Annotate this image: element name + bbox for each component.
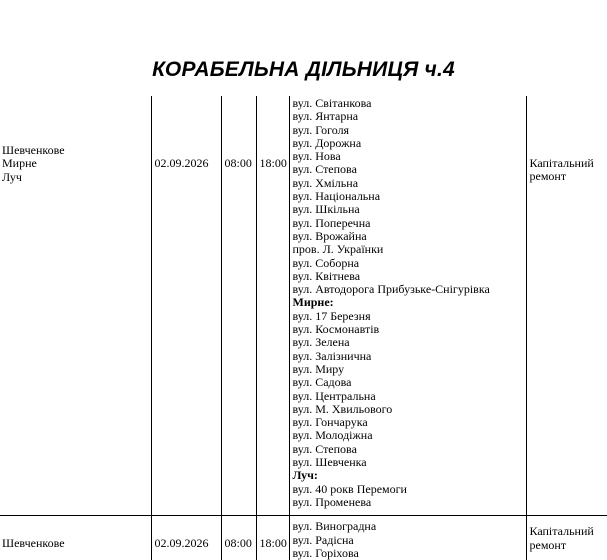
street-item: вул. Соборна — [292, 255, 360, 270]
works-cell — [526, 96, 607, 516]
settlements-cell — [0, 96, 151, 516]
date-cell: 02.09.2026 — [151, 96, 221, 516]
addresses-cell — [289, 96, 526, 516]
works-cell — [526, 516, 607, 560]
street-item: вул. Виноградна — [292, 519, 377, 534]
street-item: вул. Молодіжна — [292, 428, 373, 443]
street-item: вул. Садова — [292, 375, 352, 390]
time-from-cell: 08:00 — [221, 96, 256, 516]
settlement-name: Шевченкове — [2, 536, 65, 551]
settlement-name: Шевченкове — [2, 143, 65, 157]
settlement-name: Луч — [2, 169, 22, 184]
time-from-cell: 08:00 — [221, 516, 256, 560]
street-item: вул. Зелена — [292, 335, 350, 350]
street-item: вул. Променева — [292, 494, 372, 509]
street-item: вул. Світанкова — [292, 96, 372, 110]
addresses-cell — [289, 516, 526, 560]
date-cell: 02.09.2026 — [151, 516, 221, 560]
street-item: вул. Горіхова — [292, 545, 359, 560]
schedule-table — [0, 96, 607, 560]
street-item: вул. Дорожна — [292, 135, 362, 150]
page-title: КОРАБЕЛЬНА ДІЛЬНИЦЯ ч.4 — [152, 58, 455, 81]
street-item: вул. Гоголя — [292, 122, 350, 137]
street-item: вул. Центральна — [292, 388, 376, 403]
street-item: вул. 40 рокв Перемоги — [292, 481, 407, 496]
street-item: вул. М. Хвильового — [292, 401, 393, 416]
street-item: вул. 17 Березня — [292, 308, 371, 323]
settlement-subheading: Луч: — [292, 468, 318, 483]
address-list — [293, 97, 523, 509]
street-item: вул. Степова — [292, 162, 357, 177]
time-to-cell: 18:00 — [256, 96, 289, 516]
table-row — [0, 96, 607, 516]
settlement-name: Мирне — [2, 156, 37, 171]
street-item: вул. Миру — [292, 361, 345, 376]
street-item: пров. Л. Українки — [292, 242, 384, 257]
street-item: вул. Степова — [292, 441, 357, 456]
street-item: вул. Поперечна — [292, 215, 371, 230]
works-type: Капітальний ремонт — [529, 156, 594, 184]
street-item: вул. Врожайна — [292, 228, 367, 243]
table-row — [0, 516, 607, 560]
street-item: вул. Нова — [292, 149, 341, 164]
street-item: вул. Шевченка — [292, 455, 367, 470]
street-item: вул. Квітнева — [292, 268, 361, 283]
time-to-cell: 18:00 — [256, 516, 289, 560]
works-type: Капітальний ремонт — [529, 524, 594, 552]
address-list — [293, 520, 523, 560]
settlements-cell — [0, 516, 151, 560]
street-item: вул. Хмільна — [292, 175, 359, 190]
street-item: вул. Шкільна — [292, 202, 360, 217]
street-item: вул. Гончарука — [292, 415, 368, 430]
street-item: вул. Радісна — [292, 532, 354, 547]
street-item: вул. Космонавтів — [292, 322, 380, 337]
street-item: вул. Національна — [292, 189, 381, 204]
street-item: вул. Автодорога Прибузьке-Снігурівка — [292, 282, 490, 297]
street-item: вул. Залізнична — [292, 348, 372, 363]
street-item: вул. Янтарна — [292, 109, 359, 124]
settlement-subheading: Мирне: — [292, 295, 334, 310]
